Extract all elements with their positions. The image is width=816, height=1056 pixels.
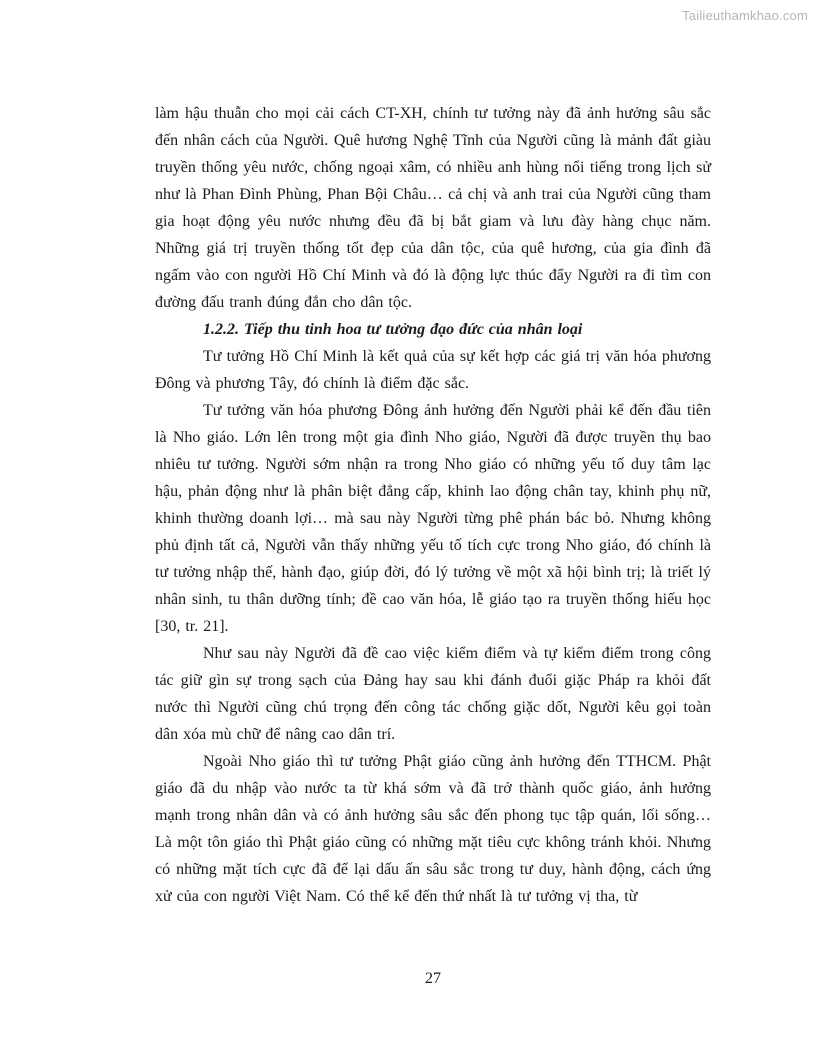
paragraph: Tư tưởng Hồ Chí Minh là kết quả của sự kết hợp các giá trị văn hóa phương Đông và phương Tây, đó chính là điểm đặc sắc. [155, 348, 711, 392]
paragraph: làm hậu thuẫn cho mọi cải cách CT-XH, chính tư tưởng này đã ảnh hưởng sâu sắc đến nhân cách của Người. Quê hương Nghệ Tĩnh của Người cũng là mảnh đất giàu truyền thống yêu nước, chống ngoại xâm, có nhiều anh hùng nổi tiếng trong lịch sử như là Phan Đình Phùng, Phan Bội Châu… cả chị và anh trai của Người cũng tham gia hoạt động yêu nước nhưng đều đã bị bắt giam và lưu đày hàng chục năm. Những giá trị truyền thống tốt đẹp của dân tộc, của quê hương, của gia đình đã ngấm vào con người Hồ Chí Minh và đó là động lực thúc đẩy Người ra đi tìm con đường đấu tranh đúng đắn cho dân tộc. [155, 105, 711, 311]
section-heading: 1.2.2. Tiếp thu tinh hoa tư tưởng đạo đức của nhân loại [203, 321, 583, 338]
page-number: 27 [425, 970, 441, 987]
page-content [155, 100, 711, 910]
paragraph: Tư tưởng văn hóa phương Đông ảnh hưởng đến Người phải kể đến đầu tiên là Nho giáo. Lớn lên trong một gia đình Nho giáo, Người đã được truyền thụ bao nhiêu tư tưởng. Người sớm nhận ra trong Nho giáo có những yếu tố duy tâm lạc hậu, phản động như là phân biệt đẳng cấp, khinh lao động chân tay, khinh phụ nữ, khinh thường doanh lợi… mà sau này Người từng phê phán bác bỏ. Nhưng không phủ định tất cả, Người vẫn thấy những yếu tố tích cực trong Nho giáo, đó chính là tư tưởng nhập thế, hành đạo, giúp đời, đó lý tưởng về một xã hội bình trị; là triết lý nhân sinh, tu thân dưỡng tính; đề cao văn hóa, lễ giáo tạo ra truyền thống hiếu học [30, tr. 21]. [155, 402, 711, 635]
watermark: Tailieuthamkhao.com [682, 8, 808, 23]
paragraph: Như sau này Người đã đề cao việc kiểm điểm và tự kiểm điểm trong công tác giữ gìn sự trong sạch của Đảng hay sau khi đánh đuổi giặc Pháp ra khỏi đất nước thì Người cũng chú trọng đến công tác chống giặc dốt, Người kêu gọi toàn dân xóa mù chữ để nâng cao dân trí. [155, 645, 711, 743]
paragraph: Ngoài Nho giáo thì tư tưởng Phật giáo cũng ảnh hưởng đến TTHCM. Phật giáo đã du nhập vào nước ta từ khá sớm và đã trở thành quốc giáo, ảnh hưởng mạnh trong nhân dân và có ảnh hưởng sâu sắc đến phong tục tập quán, lối sống… Là một tôn giáo thì Phật giáo cũng có những mặt tiêu cực không tránh khỏi. Nhưng có những mặt tích cực đã để lại dấu ấn sâu sắc trong tư duy, hành động, cách ứng xử của con người Việt Nam. Có thể kể đến thứ nhất là tư tưởng vị tha, từ [155, 753, 711, 905]
